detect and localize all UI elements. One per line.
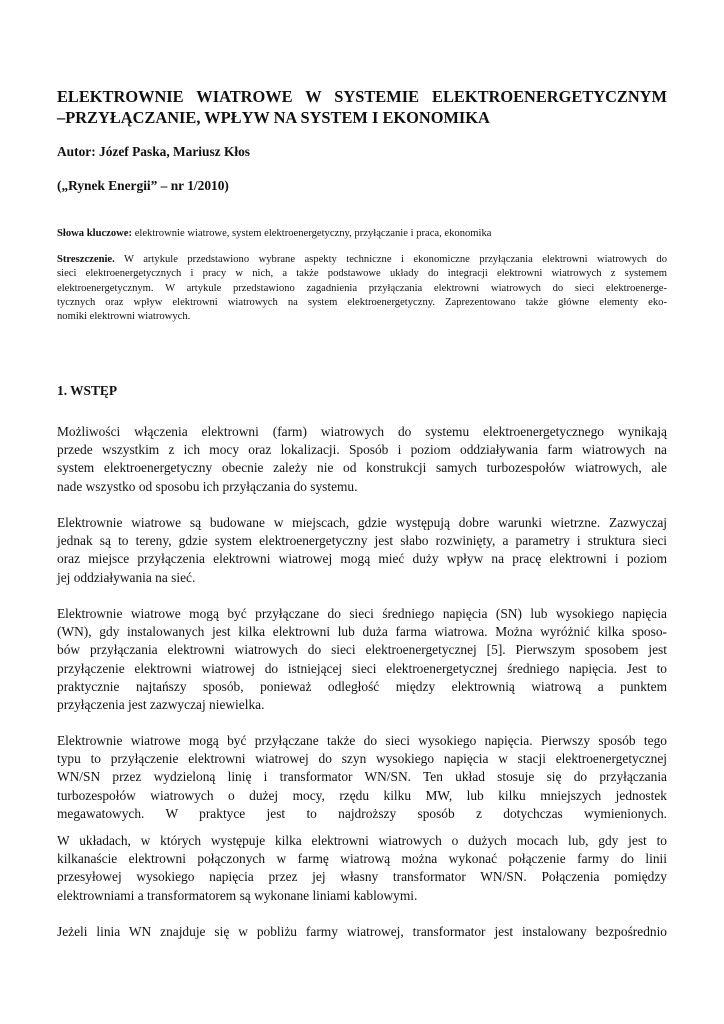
paragraph-line: Elektrownie wiatrowe mogą być przyłączane także do sieci wysokiego napięcia. Pierwszy sposób tego [57, 733, 667, 748]
authors: Autor: Józef Paska, Mariusz Kłos [57, 144, 251, 159]
paragraph-line: Możliwości włączenia elektrowni (farm) wiatrowych do systemu elektroenergetycznego wynikają [57, 424, 667, 439]
paragraph-line: jej oddziaływania na sieć. [57, 569, 196, 585]
section-heading: 1. WSTĘP [57, 383, 118, 398]
body-paragraph [57, 732, 667, 823]
body-paragraph [57, 832, 667, 905]
paragraph-line: Jeżeli linia WN znajduje się w pobliżu farmy wiatrowej, transformator jest instalowany bezpośrednio [57, 924, 667, 939]
title-line-2: –PRZYŁĄCZANIE, WPŁYW NA SYSTEM I EKONOMIKA [57, 108, 490, 127]
paragraph-line: nade wszystko od sposobu ich przyłączania do systemu. [57, 478, 358, 494]
paragraph-line: WN/SN przez wydzieloną linię i transformator WN/SN. Ten układ stosuje się do przyłączania [57, 769, 667, 785]
abstract-line: elektroenergetycznym. W artykule przedstawiono zagadnienia przyłączania elektrowni wiatrowych do sieci elektroenerge- [57, 282, 667, 294]
paragraph-line: bów przyłączania elektrowni wiatrowych do sieci elektroenergetycznej [5]. Pierwszym sposobem jest [57, 642, 667, 658]
body-paragraph [57, 514, 667, 587]
abstract [57, 253, 667, 324]
paragraph-line: przyłączenie elektrowni wiatrowej do istniejącej sieci elektroenergetycznej średniego napięcia. Jest to [57, 660, 667, 676]
paragraph-line: kilkanaście elektrowni połączonych w farmę wiatrową można wykonać połączenie farmy do linii [57, 851, 667, 867]
abstract-line: sieci elektroenergetycznych i pracy w nich, a także podstawowe układy do integracji elektrowni wiatrowych z systemem [57, 268, 667, 280]
paragraph-line: Elektrownie wiatrowe mogą być przyłączane do sieci średniego napięcia (SN) lub wysokiego napięcia [57, 606, 667, 621]
paper-title [57, 86, 667, 128]
paragraph-line: przesyłowej wysokiego napięcia przez jej własny transformator WN/SN. Połączenia pomiędzy [57, 869, 667, 885]
paragraph-line: system elektroenergetyczny obecnie zależy nie od konstrukcji samych turbozespołów wiatrowych, ale [57, 460, 667, 476]
title-line-1: ELEKTROWNIE WIATROWE W SYSTEMIE ELEKTROENERGETYCZNYM [57, 87, 667, 106]
paragraph-line: jednak są to tereny, gdzie system elektroenergetyczny jest słabo rozwinięty, a parametry i struktura sieci [57, 533, 667, 549]
paragraph-line: W układach, w których występuje kilka elektrowni wiatrowych o dużych mocach lub, gdy jest to [57, 833, 667, 848]
paragraph-line: praktycznie najtańszy sposób, ponieważ odległość między elektrownią wiatrową a punktem [57, 678, 667, 694]
body-paragraph [57, 923, 667, 941]
abstract-label: Streszczenie. [57, 254, 115, 265]
paragraph-line: megawatowych. W praktyce jest to najdroższy sposób z dotychczas wymienionych. [57, 805, 667, 821]
abstract-line: Streszczenie. W artykule przedstawiono wybrane aspekty techniczne i ekonomiczne przyłączania elektrowni wiatrowych do [57, 254, 667, 265]
paragraph-line: przyłączenia jest zazwyczaj niewielka. [57, 697, 265, 713]
paragraph-line: przede wszystkim z ich mocy oraz lokalizacji. Sposób i poziom oddziaływania farm wiatrowych na [57, 442, 667, 458]
keywords [57, 227, 667, 241]
paragraph-line: Elektrownie wiatrowe są budowane w miejscach, gdzie występują dobre warunki wietrzne. Zazwyczaj [57, 515, 667, 530]
paragraph-line: elektrowniami a transformatorem są wykonane liniami kablowymi. [57, 887, 418, 903]
abstract-line: tycznych oraz wpływ elektrowni wiatrowych na system elektroenergetyczny. Zaprezentowano także główne elementy eko- [57, 296, 667, 308]
body-paragraph [57, 423, 667, 496]
abstract-line: nomiki elektrowni wiatrowych. [57, 311, 191, 323]
source-citation: („Rynek Energii” – nr 1/2010) [57, 178, 229, 193]
keywords-label: Słowa kluczowe: [57, 228, 133, 239]
body-paragraph [57, 605, 667, 714]
keywords-text: elektrownie wiatrowe, system elektroenergetyczny, przyłączanie i praca, ekonomika [132, 228, 492, 239]
paragraph-line: typu to przyłączenie elektrowni wiatrowej do szyn wysokiego napięcia w stacji elektroenergetycznej [57, 751, 667, 767]
paragraph-line: turbozespołów wiatrowych o dużej mocy, rzędu kilku MW, lub kilku mniejszych jednostek [57, 787, 667, 803]
paragraph-line: oraz miejsce przyłączenia elektrowni wiatrowej mogą mieć duży wpływ na pracę elektrowni i poziom [57, 551, 667, 567]
paragraph-line: (WN), gdy instalowanych jest kilka elektrowni lub duża farma wiatrowa. Można wyróżnić kilka sposo- [57, 624, 667, 640]
